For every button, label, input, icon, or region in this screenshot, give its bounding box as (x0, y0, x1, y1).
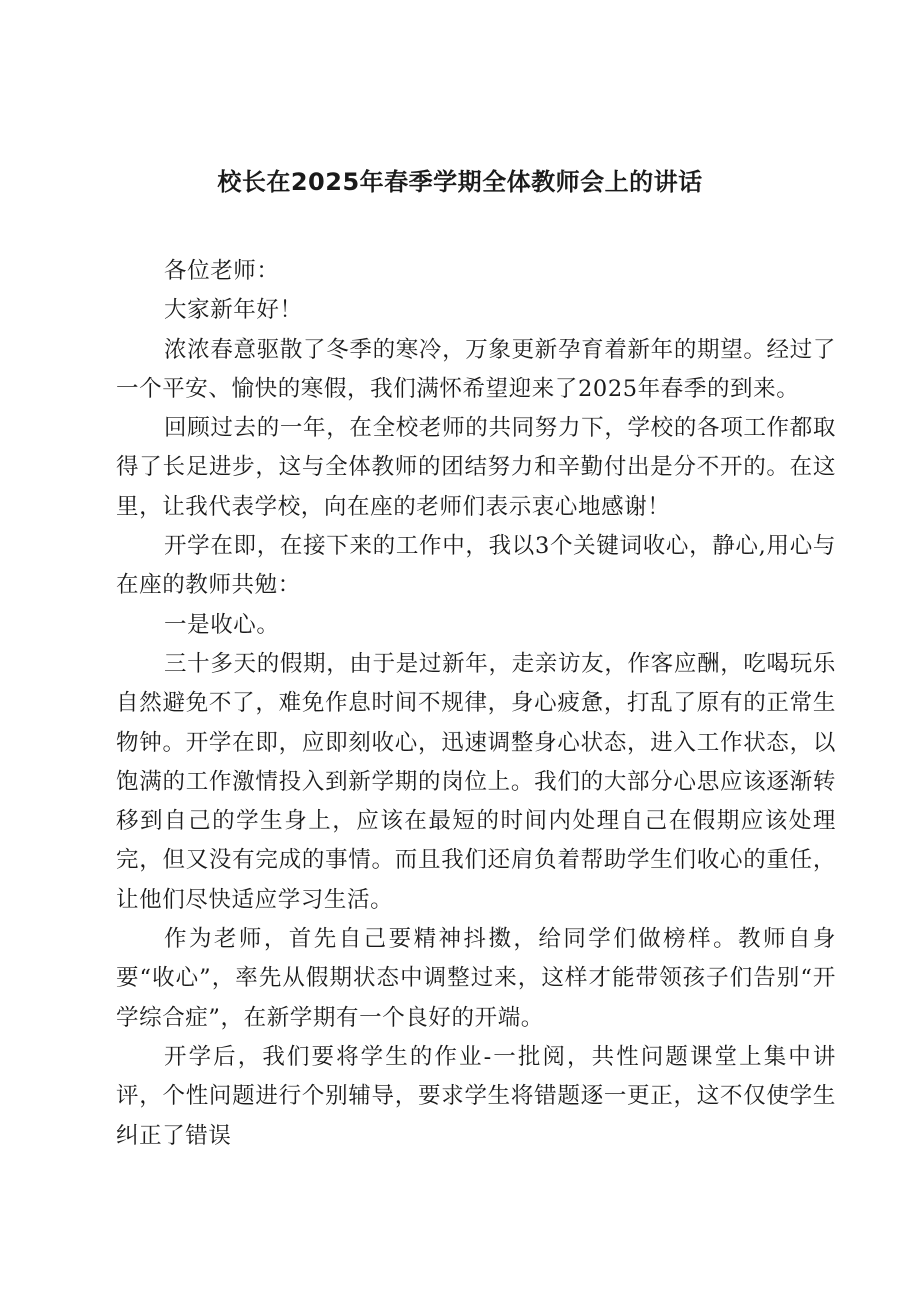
paragraph-greeting: 大家新年好！ (164, 297, 303, 324)
paragraph: 三十多天的假期，由于是过新年，走亲访友，作客应酬，吃喝玩乐自然避免不了，难免作息时间不规律，身心疲惫，打乱了原有的正常生物钟。开学在即，应即刻收心，迅速调整身心状态，进入工作状态，以饱满的工作激情投入到新学期的岗位上。我们的大部分心思应该逐渐转移到自己的学生身上，应该在最短的时间内处理自己在假期应该处理完，但又没有完成的事情。而且我们还肩负着帮助学生们收心的重任，让他们尽快适应学习生活。 (116, 650, 836, 913)
paragraph: 回顾过去的一年，在全校老师的共同努力下，学校的各项工作都取得了长足进步，这与全体教师的团结努力和辛勤付出是分不开的。在这里，让我代表学校，向在座的老师们表示衷心地感谢！ (116, 415, 836, 520)
paragraph: 浓浓春意驱散了冬季的寒冷，万象更新孕育着新年的期望。经过了一个平安、愉快的寒假，我们满怀希望迎来了2025年春季的到来。 (116, 336, 836, 402)
document-body (116, 252, 836, 1156)
section-heading: 一是收心。 (164, 611, 280, 638)
paragraph: 作为老师，首先自己要精神抖擞，给同学们做榜样。教师自身要“收心”，率先从假期状态中调整过来，这样才能带领孩子们告别“开学综合症”，在新学期有一个良好的开端。 (116, 926, 836, 1031)
paragraph: 开学后，我们要将学生的作业-一批阅，共性问题课堂上集中讲评，个性问题进行个别辅导，要求学生将错题逐一更正，这不仅使学生纠正了错误 (116, 1043, 836, 1149)
paragraph-salutation: 各位老师： (164, 258, 280, 284)
document-title: 校长在2025年春季学期全体教师会上的讲话 (217, 168, 703, 196)
paragraph: 开学在即，在接下来的工作中，我以3个关键词收心，静心,用心与在座的教师共勉： (116, 533, 836, 599)
